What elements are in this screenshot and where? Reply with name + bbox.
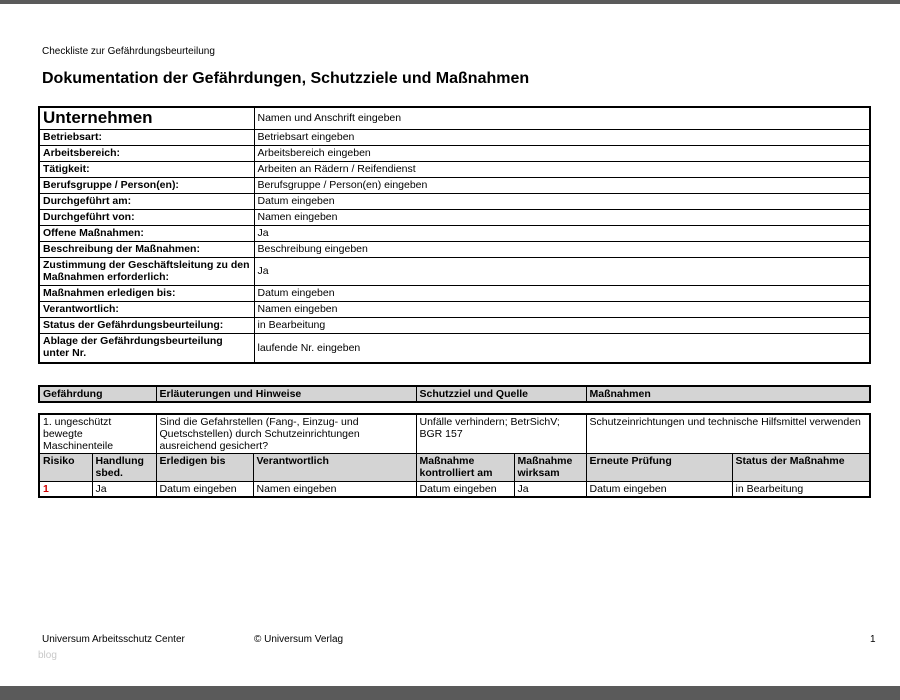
info-table (38, 106, 871, 364)
info-value[interactable]: Arbeitsbereich eingeben (254, 145, 870, 161)
watermark: blog (38, 650, 57, 661)
info-row (39, 317, 870, 333)
due-value[interactable]: Datum eingeben (156, 482, 253, 498)
hazard-row (39, 414, 870, 454)
info-label: Verantwortlich: (39, 301, 254, 317)
info-row (39, 193, 870, 209)
footer-publisher: Universum Arbeitsschutz Center (42, 634, 185, 645)
info-row-company (39, 107, 870, 129)
footer-copyright: © Universum Verlag (254, 634, 344, 645)
info-row (39, 241, 870, 257)
info-row (39, 161, 870, 177)
notes-cell: Sind die Gefahrstellen (Fang-, Einzug- und Quetschstellen) durch Schutzeinrichtungen ausreichend gesichert? (156, 414, 416, 454)
status-value[interactable]: in Bearbeitung (732, 482, 870, 498)
info-row (39, 301, 870, 317)
info-label: Betriebsart: (39, 129, 254, 145)
document-label: Checkliste zur Gefährdungsbeurteilung (42, 46, 215, 57)
info-label: Maßnahmen erledigen bis: (39, 285, 254, 301)
measure-row (39, 482, 870, 498)
done-value[interactable]: Datum eingeben (416, 482, 514, 498)
bottom-border-bar (0, 686, 900, 700)
effective-value[interactable]: Ja (514, 482, 586, 498)
risk-value[interactable]: 1 (39, 482, 92, 498)
info-value[interactable]: Betriebsart eingeben (254, 129, 870, 145)
col-header-recheck: Erneute Prüfung (586, 454, 732, 482)
col-header-measures: Maßnahmen (586, 386, 870, 402)
info-row (39, 209, 870, 225)
info-row (39, 177, 870, 193)
info-value[interactable]: Beschreibung eingeben (254, 241, 870, 257)
info-value[interactable]: Ja (254, 225, 870, 241)
company-label: Unternehmen (39, 107, 254, 129)
info-value[interactable]: laufende Nr. eingeben (254, 333, 870, 363)
info-value[interactable]: Berufsgruppe / Person(en) eingeben (254, 177, 870, 193)
need-value[interactable]: Ja (92, 482, 156, 498)
info-value[interactable]: Datum eingeben (254, 285, 870, 301)
info-row (39, 225, 870, 241)
info-value[interactable]: Namen eingeben (254, 209, 870, 225)
page-number: 1 (870, 634, 876, 645)
col-header-notes: Erläuterungen und Hinweise (156, 386, 416, 402)
info-row (39, 333, 870, 363)
goal-cell: Unfälle verhindern; BetrSichV; BGR 157 (416, 414, 586, 454)
info-value[interactable]: Datum eingeben (254, 193, 870, 209)
measure-status-table (38, 453, 871, 498)
info-label: Offene Maßnahmen: (39, 225, 254, 241)
info-label: Berufsgruppe / Person(en): (39, 177, 254, 193)
info-value[interactable]: Namen eingeben (254, 301, 870, 317)
info-value[interactable]: Arbeiten an Rädern / Reifendienst (254, 161, 870, 177)
col-header-status: Status der Maßnahme (732, 454, 870, 482)
recheck-value[interactable]: Datum eingeben (586, 482, 732, 498)
responsible-value[interactable]: Namen eingeben (253, 482, 416, 498)
info-label: Status der Gefährdungsbeurteilung: (39, 317, 254, 333)
col-header-done: Maßnahme kontrolliert am (416, 454, 514, 482)
info-row (39, 145, 870, 161)
info-value[interactable]: Ja (254, 257, 870, 285)
col-header-hazard: Gefährdung (39, 386, 156, 402)
measure-header-row (39, 454, 870, 482)
hazard-table (38, 413, 871, 455)
col-header-effective: Maßnahme wirksam (514, 454, 586, 482)
info-label: Tätigkeit: (39, 161, 254, 177)
page-title: Dokumentation der Gefährdungen, Schutzziele und Maßnahmen (42, 70, 530, 87)
col-header-risk: Risiko (39, 454, 92, 482)
info-label: Zustimmung der Geschäftsleitung zu den Maßnahmen erforderlich: (39, 257, 254, 285)
hazard-header-table (38, 385, 871, 403)
info-row (39, 285, 870, 301)
info-value[interactable]: in Bearbeitung (254, 317, 870, 333)
measures-cell: Schutzeinrichtungen und technische Hilfsmittel verwenden (586, 414, 870, 454)
col-header-due: Erledigen bis (156, 454, 253, 482)
hazard-cell: 1. ungeschützt bewegte Maschinenteile (39, 414, 156, 454)
col-header-goal: Schutzziel und Quelle (416, 386, 586, 402)
info-label: Durchgeführt von: (39, 209, 254, 225)
info-label: Ablage der Gefährdungsbeurteilung unter Nr. (39, 333, 254, 363)
col-header-need: Handlung sbed. (92, 454, 156, 482)
company-value[interactable]: Namen und Anschrift eingeben (254, 107, 870, 129)
info-row (39, 257, 870, 285)
info-row (39, 129, 870, 145)
top-border-bar (0, 0, 900, 4)
info-label: Durchgeführt am: (39, 193, 254, 209)
info-label: Arbeitsbereich: (39, 145, 254, 161)
col-header-responsible: Verantwortlich (253, 454, 416, 482)
info-label: Beschreibung der Maßnahmen: (39, 241, 254, 257)
